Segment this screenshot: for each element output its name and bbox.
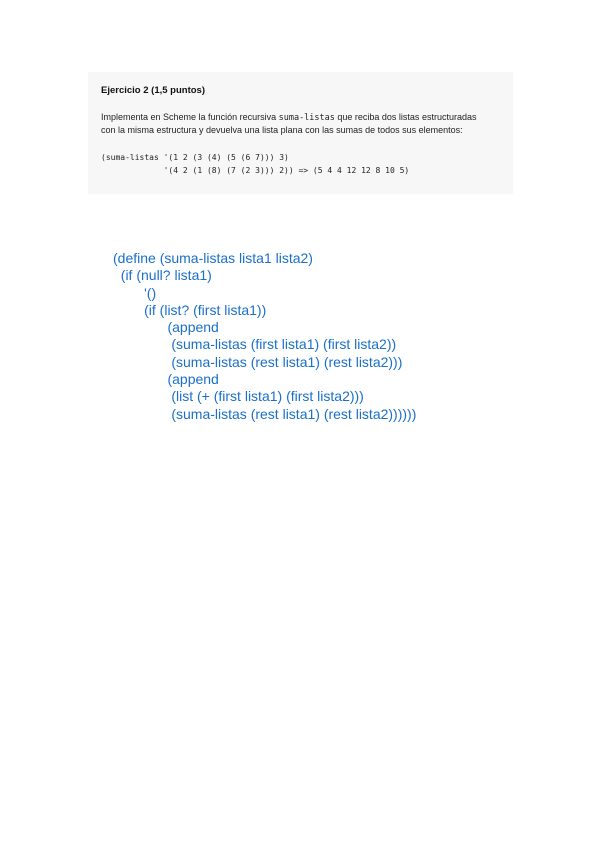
exercise-description xyxy=(101,112,506,136)
exercise-statement xyxy=(88,72,513,194)
example-line-1: (suma-listas '(1 2 (3 (4) (5 (6 7))) 3) xyxy=(101,153,289,162)
answer-line-5: (append xyxy=(113,319,219,336)
answer-line-1: (define (suma-listas lista1 lista2) xyxy=(113,250,313,266)
answer-line-7: (suma-listas (rest lista1) (rest lista2))) xyxy=(113,353,403,370)
answer-line-2: (if (null? lista1) xyxy=(113,267,212,284)
description-text-1: Implementa en Scheme la función recursiva xyxy=(101,112,279,122)
answer-line-10: (suma-listas (rest lista1) (rest lista2)))))) xyxy=(113,405,417,422)
example-line-2: '(4 2 (1 (8) (7 (2 3))) 2)) => (5 4 4 12 12 8 10 5) xyxy=(101,166,410,175)
description-line-2: con la misma estructura y devuelva una lista plana con las sumas de todos sus elementos: xyxy=(101,124,463,135)
handwritten-answer-code xyxy=(113,250,416,423)
function-name: suma-listas xyxy=(278,113,335,123)
answer-line-9: (list (+ (first lista1) (first lista2))) xyxy=(113,388,364,405)
example-code xyxy=(101,151,409,177)
exercise-title: Ejercicio 2 (1,5 puntos) xyxy=(101,85,205,96)
description-text-2: que reciba dos listas estructuradas xyxy=(334,112,477,122)
answer-line-4: (if (list? (first lista1)) xyxy=(113,301,267,318)
answer-line-3: '() xyxy=(113,284,157,301)
answer-line-6: (suma-listas (first lista1) (first lista2)) xyxy=(113,336,397,353)
description-line-1 xyxy=(101,112,506,125)
answer-line-8: (append xyxy=(113,371,219,388)
